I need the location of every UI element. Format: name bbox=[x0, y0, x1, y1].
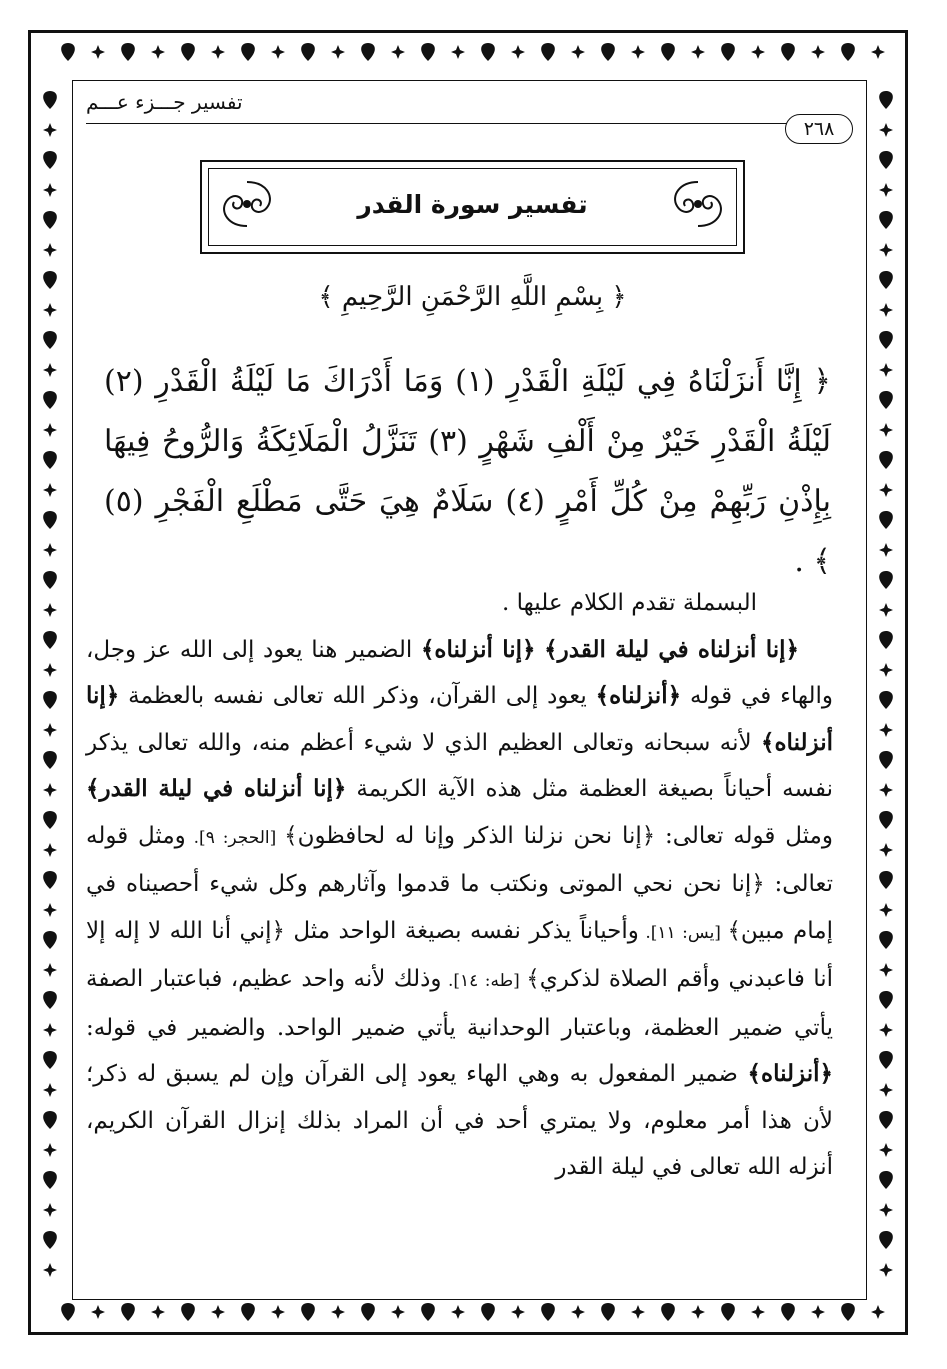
commentary bbox=[86, 580, 833, 1191]
text: وأحياناً يذكر نفسه بصيغة الواحد مثل bbox=[284, 917, 639, 944]
paragraph-basmala: البسملة تقدم الكلام عليها . bbox=[502, 590, 757, 616]
header-rule bbox=[86, 123, 831, 124]
basmala: ﴿ بِسْمِ اللَّهِ الرَّحْمَنِ الرَّحِيمِ ﴾ bbox=[318, 282, 627, 312]
verse-2: وَمَا أَدْرَاكَ مَا لَيْلَةُ الْقَدْرِ bbox=[155, 364, 444, 399]
quote: ﴿إني أنا الله لا إله إلا أنا فاعبدني وأقم الصلاة لذكري﴾ bbox=[86, 917, 833, 992]
quote: ﴿إنا نحن نزلنا الذكر وإنا له لحافظون﴾ bbox=[284, 822, 656, 849]
text: الضمير هنا يعود إلى الله عز وجل، والهاء في قوله bbox=[86, 636, 833, 709]
verse-number-4: (٤) bbox=[505, 484, 545, 519]
verse-5: سَلَامٌ هِيَ حَتَّى مَطْلَعِ الْفَجْرِ bbox=[155, 484, 494, 519]
verse-3: لَيْلَةُ الْقَدْرِ خَيْرٌ مِنْ أَلْفِ شَهْرٍ bbox=[479, 424, 832, 459]
text: يعود إلى القرآن، وذكر الله تعالى نفسه بالعظمة bbox=[119, 683, 596, 709]
verse-4: تَنَزَّلُ الْمَلَائِكَةُ وَالرُّوحُ فِيهَا بِإِذْنِ رَبِّهِمْ مِنْ كُلِّ أَمْرٍ bbox=[104, 424, 831, 519]
text: ومثل قوله تعالى: bbox=[86, 822, 833, 897]
verse-number-1: (١) bbox=[455, 364, 495, 399]
text: وذلك لأنه واحد عظيم، فباعتبار الصفة يأتي ضمير العظمة، وباعتبار الوحدانية يأتي ضمير الواحد. والضمير في قوله: bbox=[86, 966, 833, 1041]
quote: ﴿إنا أنزلناه في ليلة القدر﴾ bbox=[544, 635, 800, 663]
quote: ﴿إنا أنزلناه في ليلة القدر﴾ bbox=[86, 775, 347, 802]
text: ومثل قوله تعالى: bbox=[655, 822, 833, 849]
running-title: تفسير جـــزء عـــم bbox=[86, 90, 243, 114]
quote: ﴿أنزلناه﴾ bbox=[747, 1060, 833, 1087]
verse-1: ﴿ إِنَّا أَنزَلْنَاهُ فِي لَيْلَةِ الْقَدْرِ bbox=[506, 364, 831, 399]
quote: ﴿إنا أنزلناه﴾ bbox=[420, 635, 536, 663]
verse-number-2: (٢) bbox=[104, 364, 144, 399]
quote: ﴿إنا أنزلناه﴾ bbox=[86, 682, 833, 756]
citation: [يس: ١١]. bbox=[638, 922, 728, 943]
page-number: ٢٦٨ bbox=[785, 114, 853, 144]
verse-number-5: (٥) ﴾ . bbox=[104, 484, 831, 579]
quote: ﴿إنا نحن نحي الموتى ونكتب ما قدموا وآثارهم وكل شيء أحصيناه في إمام مبين﴾ bbox=[86, 871, 833, 944]
text: لأنه سبحانه وتعالى العظيم الذي لا شيء أعظم منه، والله تعالى يذكر نفسه أحياناً بصيغة العظمة مثل هذه الآية الكريمة bbox=[86, 729, 834, 802]
surah-verses bbox=[104, 352, 831, 592]
surah-title-box bbox=[200, 160, 745, 254]
quote: ﴿أنزلناه﴾ bbox=[595, 682, 682, 709]
surah-title: تفسير سورة القدر bbox=[357, 190, 588, 219]
citation: [طه: ١٤]. bbox=[441, 971, 527, 991]
text: ضمير المفعول به وهي الهاء يعود إلى القرآن وإن لم يسبق له ذكر؛ لأن هذا أمر معلوم، ولا يمتري أحد في أن المراد بذلك إنزال القرآن الكريم، أنزله الله تعالى في ليلة القدر bbox=[86, 1061, 833, 1180]
paragraph-commentary bbox=[86, 627, 833, 1191]
citation: [الحجر: ٩]. bbox=[185, 827, 285, 848]
verse-number-3: (٣) bbox=[428, 424, 468, 459]
